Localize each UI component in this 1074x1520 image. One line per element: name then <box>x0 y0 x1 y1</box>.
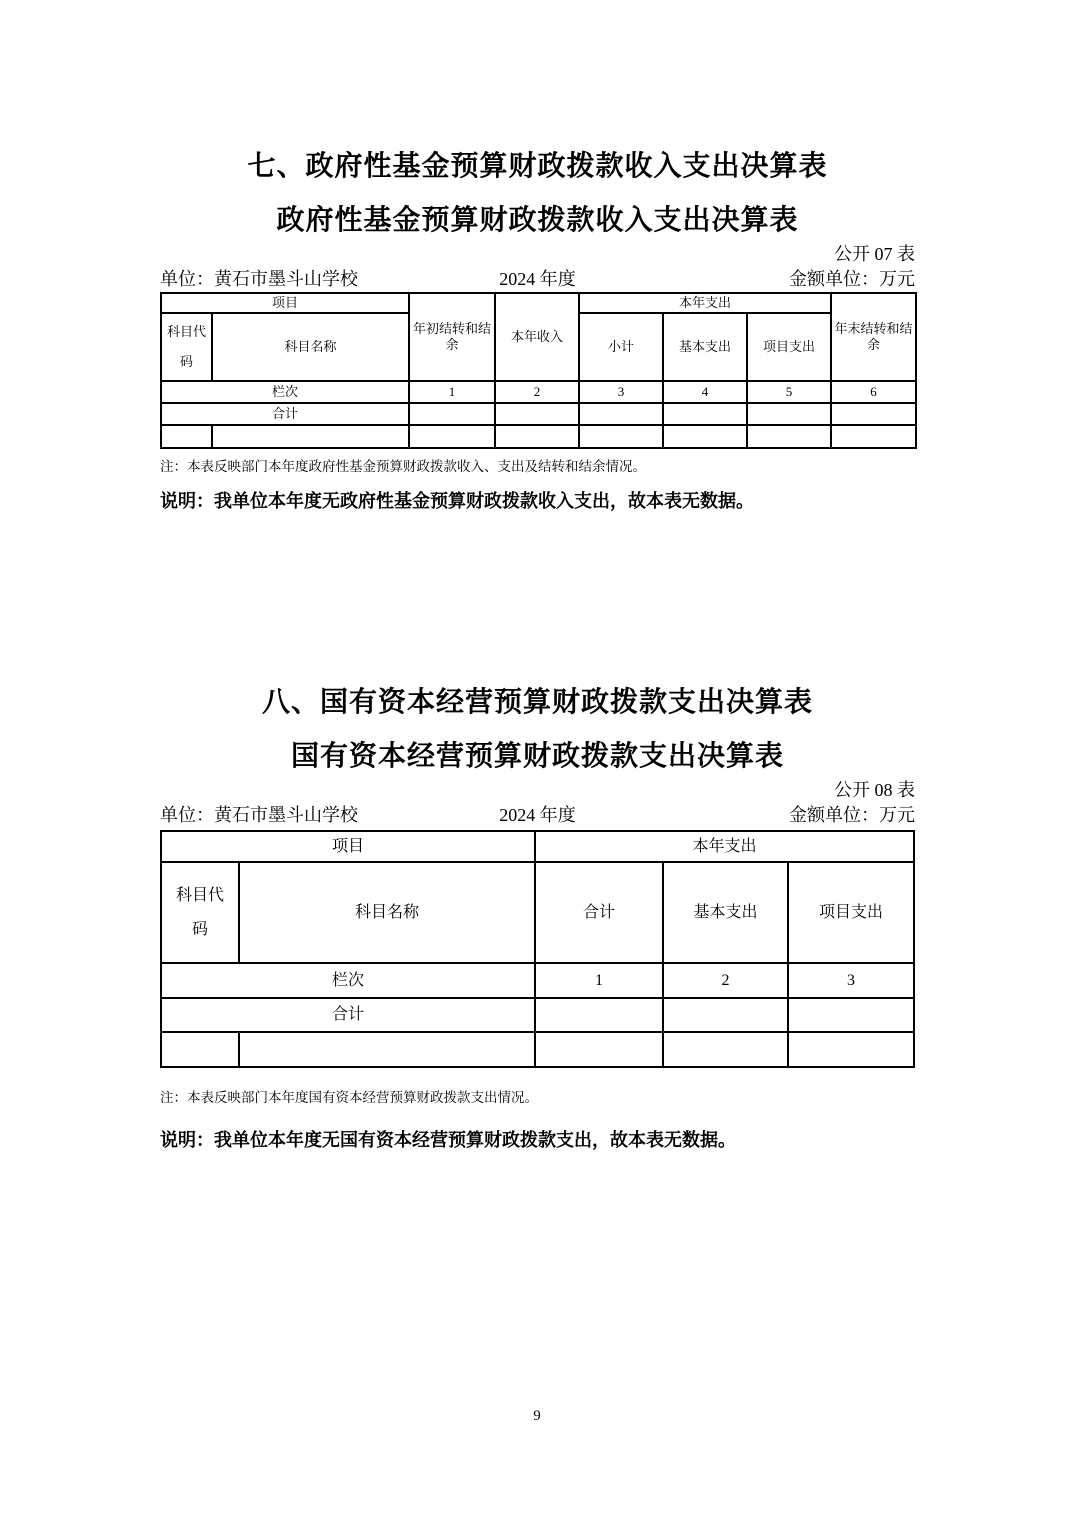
t2-header-project-expense: 项目支出 <box>788 862 914 963</box>
section8-unit-label: 单位：黄石市墨斗山学校 <box>160 805 358 825</box>
t1-col-num: 1 <box>409 381 495 403</box>
t1-empty-cell <box>663 425 747 448</box>
t2-header-subject-code: 科目代码 <box>161 862 239 963</box>
section8-amount-unit-label: 金额单位：万元 <box>789 805 915 825</box>
section7-amount-unit-label: 金额单位：万元 <box>789 269 915 289</box>
t2-column-index-row <box>161 963 914 998</box>
t2-total-cell <box>663 998 788 1032</box>
section8-table-title: 国有资本经营预算财政拨款支出决算表 <box>290 740 784 771</box>
t1-empty-cell <box>409 425 495 448</box>
t1-col-num: 5 <box>747 381 831 403</box>
section8-note: 注：本表反映部门本年度国有资本经营预算财政拨款支出情况。 <box>160 1090 538 1105</box>
t1-col-num: 4 <box>663 381 747 403</box>
section8-heading: 八、国有资本经营预算财政拨款支出决算表 <box>261 686 813 717</box>
t1-total-cell <box>579 403 663 425</box>
t2-header-basic-expense: 基本支出 <box>663 862 788 963</box>
t1-empty-data-row <box>161 425 916 448</box>
t2-columns-row-label: 栏次 <box>161 963 535 998</box>
t1-col-num: 6 <box>831 381 916 403</box>
t1-total-cell <box>831 403 916 425</box>
t2-total-row <box>161 998 914 1032</box>
t2-total-label: 合计 <box>161 998 535 1032</box>
t1-header-year-income: 本年收入 <box>495 293 579 381</box>
t2-empty-cell <box>535 1032 663 1067</box>
t1-empty-cell <box>161 425 212 448</box>
page-number: 9 <box>533 1408 541 1424</box>
section7-year-label: 2024 年度 <box>499 269 576 289</box>
t2-header-subject-name: 科目名称 <box>239 862 535 963</box>
t2-total-cell <box>788 998 914 1032</box>
t1-header-begin-balance: 年初结转和结余 <box>409 293 495 381</box>
t2-empty-cell <box>788 1032 914 1067</box>
section7-heading: 七、政府性基金预算财政拨款收入支出决算表 <box>247 150 828 181</box>
section7-table-title: 政府性基金预算财政拨款收入支出决算表 <box>276 204 799 235</box>
t1-total-cell <box>663 403 747 425</box>
t2-empty-data-row <box>161 1032 914 1067</box>
t1-total-cell <box>495 403 579 425</box>
t1-total-row <box>161 403 916 425</box>
t1-total-cell <box>747 403 831 425</box>
section7-public-table-tag: 公开 07 表 <box>834 244 915 264</box>
state-capital-budget-table <box>160 830 915 1068</box>
t1-empty-cell <box>212 425 409 448</box>
t1-header-end-balance: 年末结转和结余 <box>831 293 916 381</box>
t1-empty-cell <box>831 425 916 448</box>
t2-header-year-expense: 本年支出 <box>535 831 914 862</box>
section7-meta-row <box>160 267 915 291</box>
t2-empty-cell <box>663 1032 788 1067</box>
t1-header-subject-name: 科目名称 <box>212 313 409 381</box>
t2-col-num: 3 <box>788 963 914 998</box>
document-page <box>160 0 915 1152</box>
section8-meta-row <box>160 803 915 827</box>
t1-total-label: 合计 <box>161 403 409 425</box>
t1-header-subtotal: 小计 <box>579 313 663 381</box>
t1-columns-row-label: 栏次 <box>161 381 409 403</box>
section7-note: 注：本表反映部门本年度政府性基金预算财政拨款收入、支出及结转和结余情况。 <box>160 459 646 474</box>
t1-column-index-row <box>161 381 916 403</box>
gov-fund-budget-table <box>160 292 917 449</box>
section8-year-label: 2024 年度 <box>499 805 576 825</box>
t1-empty-cell <box>579 425 663 448</box>
section8-public-table-tag: 公开 08 表 <box>834 780 915 800</box>
t1-total-cell <box>409 403 495 425</box>
t2-empty-cell <box>239 1032 535 1067</box>
section7-statement: 说明：我单位本年度无政府性基金预算财政拨款收入支出，故本表无数据。 <box>160 491 754 511</box>
section7-unit-label: 单位：黄石市墨斗山学校 <box>160 269 358 289</box>
t2-empty-cell <box>161 1032 239 1067</box>
t1-col-num: 2 <box>495 381 579 403</box>
t1-header-project-expense: 项目支出 <box>747 313 831 381</box>
t1-header-year-expense: 本年支出 <box>579 293 831 313</box>
t2-header-total: 合计 <box>535 862 663 963</box>
section8-statement: 说明：我单位本年度无国有资本经营预算财政拨款支出，故本表无数据。 <box>160 1130 736 1150</box>
t2-total-cell <box>535 998 663 1032</box>
t1-col-num: 3 <box>579 381 663 403</box>
t2-col-num: 1 <box>535 963 663 998</box>
t1-header-subject-code: 科目代码 <box>161 313 212 381</box>
t1-header-project: 项目 <box>161 293 409 313</box>
t2-header-project: 项目 <box>161 831 535 862</box>
t1-empty-cell <box>747 425 831 448</box>
t1-empty-cell <box>495 425 579 448</box>
t2-col-num: 2 <box>663 963 788 998</box>
t1-header-basic-expense: 基本支出 <box>663 313 747 381</box>
